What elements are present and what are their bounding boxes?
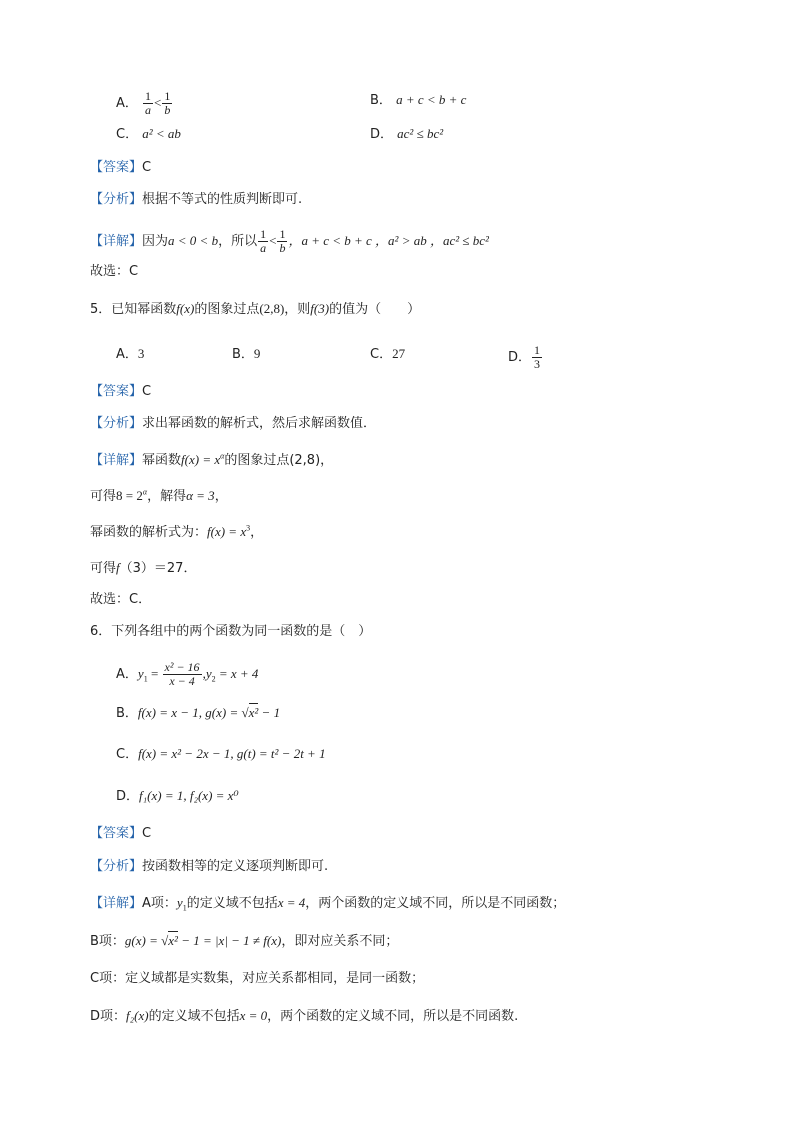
q5-option-c: C．27 bbox=[370, 346, 406, 362]
q5-detail: 【详解】幂函数$f(x) = x^\alpha$的图象过点(2,8)， bbox=[90, 451, 334, 468]
q5-step-3: 可得f（3）＝27． bbox=[90, 560, 197, 576]
q4-option-d: D． ac² ≤ bc² bbox=[370, 126, 444, 142]
q4-answer: 【答案】C bbox=[90, 160, 152, 175]
q4-option-c: C． a² < ab bbox=[116, 126, 181, 142]
q6-answer: 【答案】C bbox=[90, 826, 152, 841]
q6-option-c: C．f(x) = x² − 2x − 1, g(t) = t² − 2t + 1 bbox=[116, 746, 326, 762]
q4-option-a: A． $\frac{1}{a}$ < $\frac{1}{b}$ bbox=[116, 89, 171, 117]
q6-option-b: B．f(x) = x − 1, g(x) = √x² − 1 bbox=[116, 705, 281, 721]
q5-analysis: 【分析】求出幂函数的解析式，然后求解函数值． bbox=[90, 416, 377, 431]
q5-step-2: 幂函数的解析式为：$f(x) = x^3$， bbox=[90, 523, 264, 540]
q6-analysis: 【分析】按函数相等的定义逐项判断即可. bbox=[90, 859, 329, 874]
q6-option-a: A．$y_1$ = $\frac{\text{x² − 16}}{x - 4}$ $,y_2 = x + 4$ bbox=[116, 660, 259, 688]
q6-detail-c: C项：定义域都是实数集，对应关系都相同，是同一函数； bbox=[90, 971, 425, 986]
q5-answer: 【答案】C bbox=[90, 384, 152, 399]
q4-detail: 【详解】因为a < 0 < b，所以 $\frac{1}{a}$ < $\frac{1}{b}$ ，a + c < b + c ，a² > ab ，ac² ≤ bc² bbox=[90, 227, 489, 255]
q5-conclusion: 故选：C． bbox=[90, 592, 152, 607]
q6-stem: 6．下列各组中的两个函数为同一函数的是（ ） bbox=[90, 624, 372, 639]
q5-step-1: 可得$8 = 2^\alpha$，解得α = 3， bbox=[90, 487, 228, 504]
q6-detail-a: 【详解】A项：$y_1$的定义域不包括x = 4，两个函数的定义域不同，所以是不同函数； bbox=[90, 895, 566, 913]
q5-option-a: A．3 bbox=[116, 346, 145, 362]
q5-option-d: D． $\frac{1}{3}$ bbox=[508, 343, 541, 371]
q5-option-b: B．9 bbox=[232, 346, 261, 362]
q4-analysis: 【分析】根据不等式的性质判断即可. bbox=[90, 192, 303, 207]
q5-stem: 5．已知幂函数f(x)的图象过点(2,8)，则f(3)的值为（ ） bbox=[90, 301, 421, 317]
q6-detail-d: D项：f₂(x)的定义域不包括x = 0，两个函数的定义域不同，所以是不同函数. bbox=[90, 1008, 519, 1024]
q6-option-d: D．f₁(x) = 1, f₂(x) = x⁰ bbox=[116, 788, 239, 804]
q4-conclusion: 故选：C bbox=[90, 264, 139, 279]
q6-detail-b: B项：g(x) = √x² − 1 = |x| − 1 ≠ f(x)，即对应关系不同； bbox=[90, 933, 399, 949]
q4-option-b: B． a + c < b + c bbox=[370, 92, 467, 108]
